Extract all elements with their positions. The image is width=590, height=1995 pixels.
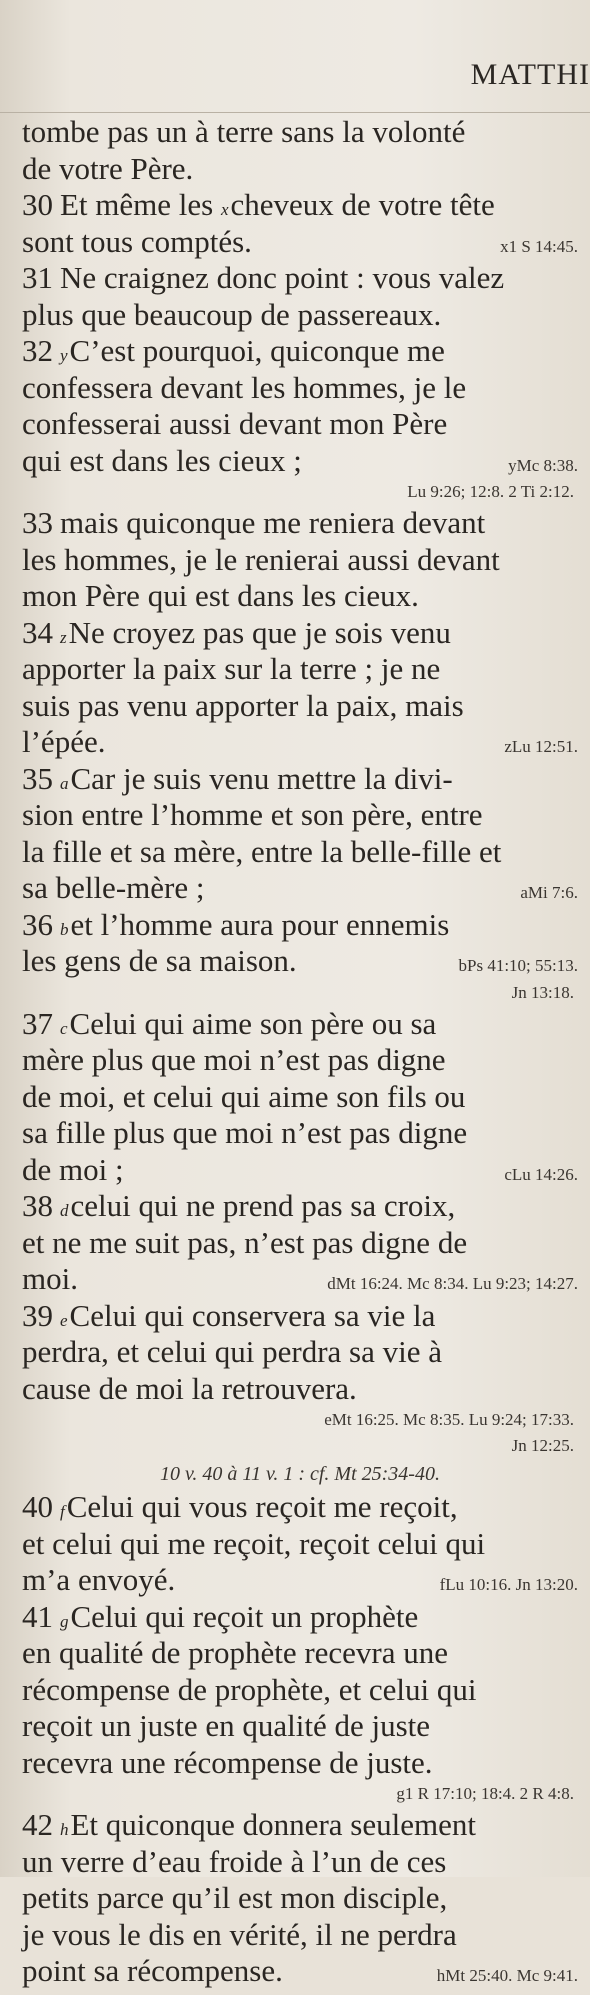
verse-line (22, 224, 578, 261)
verse-text: sion entre l’homme et son père, entre (22, 797, 483, 832)
verse-line (22, 1953, 578, 1990)
verse-line (22, 797, 578, 834)
verse-line (22, 1371, 578, 1408)
verse-line-content (22, 1298, 435, 1340)
verse-line (22, 505, 578, 542)
verse-text: mais quiconque me reniera devant (60, 505, 486, 540)
verse-text: sa fille plus que moi n’est pas digne (22, 1115, 468, 1150)
cross-ref-marker: x (220, 200, 229, 219)
verse-line-content (22, 1745, 433, 1782)
verse-line (22, 1225, 578, 1262)
verse-text: C’est pourquoi, quiconque me (69, 333, 445, 368)
verse-line (22, 1562, 578, 1599)
verse-line-content (22, 870, 204, 907)
verse-line (22, 761, 578, 798)
verse-line-content (22, 1225, 467, 1262)
verse-line (22, 1599, 578, 1636)
verse-line-content (22, 151, 193, 188)
cross-ref-marker: d (60, 1201, 69, 1220)
verse-line-content (22, 1953, 283, 1990)
verse-line-content (22, 1079, 465, 1116)
verse-line-content (22, 761, 453, 803)
verse-text: mère plus que moi n’est pas digne (22, 1042, 446, 1077)
cross-reference: bPs 41:10; 55:13. (458, 956, 578, 975)
verse-line-content (22, 187, 495, 229)
cross-ref-marker: f (60, 1502, 65, 1521)
verse-line (22, 114, 578, 151)
section-heading: 10 v. 40 à 11 v. 1 : cf. Mt 25:34-40. (160, 1463, 440, 1485)
verse-line-content (22, 443, 302, 480)
verse-line-content (22, 1807, 476, 1849)
verse-line-content (22, 542, 500, 579)
verse-line-content (22, 1371, 357, 1408)
verse-line (22, 1261, 578, 1298)
verse-line (22, 260, 578, 297)
verse-text: confessera devant les hommes, je le (22, 369, 467, 405)
verse-text: plus que beaucoup de passereaux. (22, 296, 442, 332)
verse-line-content (22, 724, 105, 761)
cross-reference-line: Lu 9:26; 12:8. 2 Ti 2:12. (407, 482, 574, 501)
verse-text: et l’homme aura pour ennemis (70, 906, 450, 942)
verse-line (22, 1807, 578, 1844)
verse-line (22, 1489, 578, 1526)
verse-text: qui est dans les cieux ; (22, 442, 302, 478)
cross-reference: x1 S 14:45. (500, 236, 578, 256)
cross-ref-marker: g (60, 1611, 69, 1631)
verse-text: récompense de prophète, et celui qui (22, 1671, 477, 1707)
verse-line (22, 1042, 578, 1079)
verse-text: un verre d’eau froide à l’un de ces (22, 1843, 447, 1879)
verse-line-content (22, 1489, 458, 1531)
verse-text: et ne me suit pas, n’est pas digne de (22, 1224, 468, 1260)
verse-line (22, 406, 578, 443)
verse-line-content (22, 1562, 175, 1599)
verse-line-content (22, 1006, 436, 1048)
verse-line (22, 151, 578, 188)
cross-ref-marker: c (60, 1018, 68, 1038)
verse-text: Et même les (60, 187, 221, 222)
verse-text: Ne craignez donc point : vous valez (60, 260, 505, 295)
verse-line-content (22, 834, 501, 871)
verse-line (22, 1115, 578, 1152)
cross-reference: cLu 14:26. (504, 1164, 578, 1184)
verse-line-content (22, 406, 447, 443)
verse-line (22, 297, 578, 334)
verse-text: m’a envoyé. (22, 1562, 176, 1597)
verse-line-content (22, 297, 441, 334)
verse-line-content (22, 1152, 124, 1189)
verse-line-content (22, 1599, 418, 1641)
verse-text: apporter la paix sur la terre ; je ne (22, 651, 441, 686)
verse-line (22, 443, 578, 480)
verse-line (22, 578, 578, 615)
verse-line (22, 1188, 578, 1225)
verse-line-content (22, 1188, 455, 1230)
verse-line-content (22, 943, 297, 980)
verse-line-content (22, 797, 483, 834)
cross-ref-marker: b (60, 919, 69, 939)
verse-line-content (22, 1526, 485, 1563)
verse-line-content (22, 1708, 430, 1745)
verse-text: point sa récompense. (22, 1953, 283, 1988)
verse-line-content (22, 1880, 447, 1917)
header-rule (0, 112, 590, 113)
verse-text: les hommes, je le renierai aussi devant (22, 541, 500, 577)
verse-line (22, 1152, 578, 1189)
verse-text: recevra une récompense de juste. (22, 1744, 433, 1780)
verse-line-content (22, 651, 440, 688)
verse-text: de votre Père. (22, 150, 194, 186)
verse-line (22, 1844, 578, 1881)
verse-text: Celui qui vous reçoit me reçoit, (66, 1489, 458, 1524)
cross-reference: yMc 8:38. (508, 455, 578, 475)
verse-line-content (22, 688, 464, 725)
cross-reference-line: Jn 13:18. (511, 982, 574, 1002)
verse-text: de moi, et celui qui aime son fils ou (22, 1078, 466, 1114)
verse-line-content (22, 578, 419, 615)
verse-text: Celui qui aime son père ou sa (69, 1005, 437, 1041)
cross-reference: zLu 12:51. (504, 737, 578, 756)
verse-text: mon Père qui est dans les cieux. (22, 578, 419, 613)
verse-number: 35 (22, 760, 53, 796)
verse-line (22, 187, 578, 224)
cross-reference-line: g1 R 17:10; 18:4. 2 R 4:8. (396, 1784, 574, 1803)
verse-text: Et quiconque donnera seulement (70, 1807, 476, 1842)
verse-number: 42 (22, 1807, 53, 1842)
cross-ref-marker: e (60, 1310, 68, 1330)
verse-text: Celui qui conservera sa vie la (69, 1297, 436, 1333)
verse-line-content (22, 260, 504, 297)
verse-number: 37 (22, 1005, 53, 1041)
verse-text: suis pas venu apporter la paix, mais (22, 687, 464, 723)
verse-number: 31 (22, 260, 53, 295)
cross-ref-marker: h (60, 1820, 69, 1839)
verse-text: cheveux de votre tête (230, 187, 495, 222)
cross-reference: hMt 25:40. Mc 9:41. (436, 1966, 578, 1985)
verse-line (22, 1917, 578, 1954)
verse-text: en qualité de prophète recevra une (22, 1635, 449, 1670)
verse-text: celui qui ne prend pas sa croix, (70, 1188, 456, 1223)
cross-ref-marker: y (60, 346, 68, 365)
verse-line-content (22, 1042, 446, 1079)
verse-text: de moi ; (22, 1151, 124, 1187)
verse-line-content (22, 1635, 448, 1672)
verse-line-content (22, 114, 465, 151)
verse-line-content (22, 370, 466, 407)
verse-text: Ne croyez pas que je sois venu (68, 614, 451, 650)
verse-line-content (22, 1334, 442, 1371)
verse-line (22, 370, 578, 407)
verse-text: je vous le dis en vérité, il ne perdra (22, 1916, 457, 1952)
cross-reference: fLu 10:16. Jn 13:20. (439, 1575, 578, 1594)
verse-number: 40 (22, 1489, 53, 1524)
verse-line (22, 1079, 578, 1116)
verse-text: Car je suis venu mettre la divi- (70, 760, 453, 796)
cross-reference-line: Jn 12:25. (511, 1436, 574, 1455)
verse-line (22, 1708, 578, 1745)
verse-line (22, 1298, 578, 1335)
verse-line (22, 907, 578, 944)
verse-line (22, 1526, 578, 1563)
verse-text: Celui qui reçoit un prophète (70, 1598, 419, 1634)
verse-line (22, 333, 578, 370)
verse-line-content (22, 1115, 467, 1152)
verse-text: la fille et sa mère, entre la belle-fille et (22, 833, 502, 869)
verse-line-content (22, 1672, 476, 1709)
verse-line-content (22, 224, 252, 261)
verse-text: tombe pas un à terre sans la volonté (22, 114, 466, 149)
verse-text: reçoit un juste en qualité de juste (22, 1708, 431, 1743)
verse-line (22, 1635, 578, 1672)
verse-text: les gens de sa maison. (22, 943, 297, 978)
verse-line (22, 1672, 578, 1709)
verse-line-content (22, 907, 449, 949)
verse-line-content (22, 1261, 78, 1298)
verse-number: 34 (22, 614, 53, 650)
cross-reference: aMi 7:6. (520, 883, 578, 902)
verse-line (22, 688, 578, 725)
verse-number: 33 (22, 505, 53, 540)
cross-ref-marker: z (60, 627, 67, 647)
verse-text: sont tous comptés. (22, 223, 252, 259)
verse-line (22, 943, 578, 980)
verse-line (22, 651, 578, 688)
verse-line-content (22, 333, 445, 375)
verse-line-content (22, 615, 451, 657)
verse-number: 36 (22, 906, 53, 942)
verse-text-column (22, 114, 578, 1990)
verse-line-content (22, 1917, 457, 1954)
verse-text: perdra, et celui qui perdra sa vie à (22, 1334, 443, 1369)
verse-text: sa belle-mère ; (22, 870, 205, 905)
cross-ref-marker: a (60, 773, 69, 793)
verse-number: 32 (22, 333, 53, 368)
verse-number: 30 (22, 187, 53, 222)
verse-number: 41 (22, 1598, 53, 1634)
verse-line (22, 1006, 578, 1043)
verse-text: et celui qui me reçoit, reçoit celui qui (22, 1525, 486, 1561)
verse-text: l’épée. (22, 724, 106, 759)
running-header: MATTHI (470, 58, 590, 91)
verse-line (22, 724, 578, 761)
verse-text: confesserai aussi devant mon Père (22, 406, 448, 441)
verse-text: moi. (22, 1261, 78, 1296)
verse-number: 38 (22, 1188, 53, 1223)
verse-line (22, 870, 578, 907)
verse-line (22, 834, 578, 871)
verse-line-content (22, 1844, 446, 1881)
verse-line (22, 542, 578, 579)
verse-text: cause de moi la retrouvera. (22, 1370, 357, 1406)
cross-reference-line: eMt 16:25. Mc 8:35. Lu 9:24; 17:33. (324, 1410, 574, 1429)
verse-line (22, 615, 578, 652)
verse-text: petits parce qu’il est mon disciple, (22, 1880, 448, 1915)
verse-line (22, 1745, 578, 1782)
verse-line (22, 1334, 578, 1371)
verse-line (22, 1880, 578, 1917)
cross-reference: dMt 16:24. Mc 8:34. Lu 9:23; 14:27. (327, 1274, 578, 1293)
verse-number: 39 (22, 1297, 53, 1333)
verse-line-content (22, 505, 485, 542)
